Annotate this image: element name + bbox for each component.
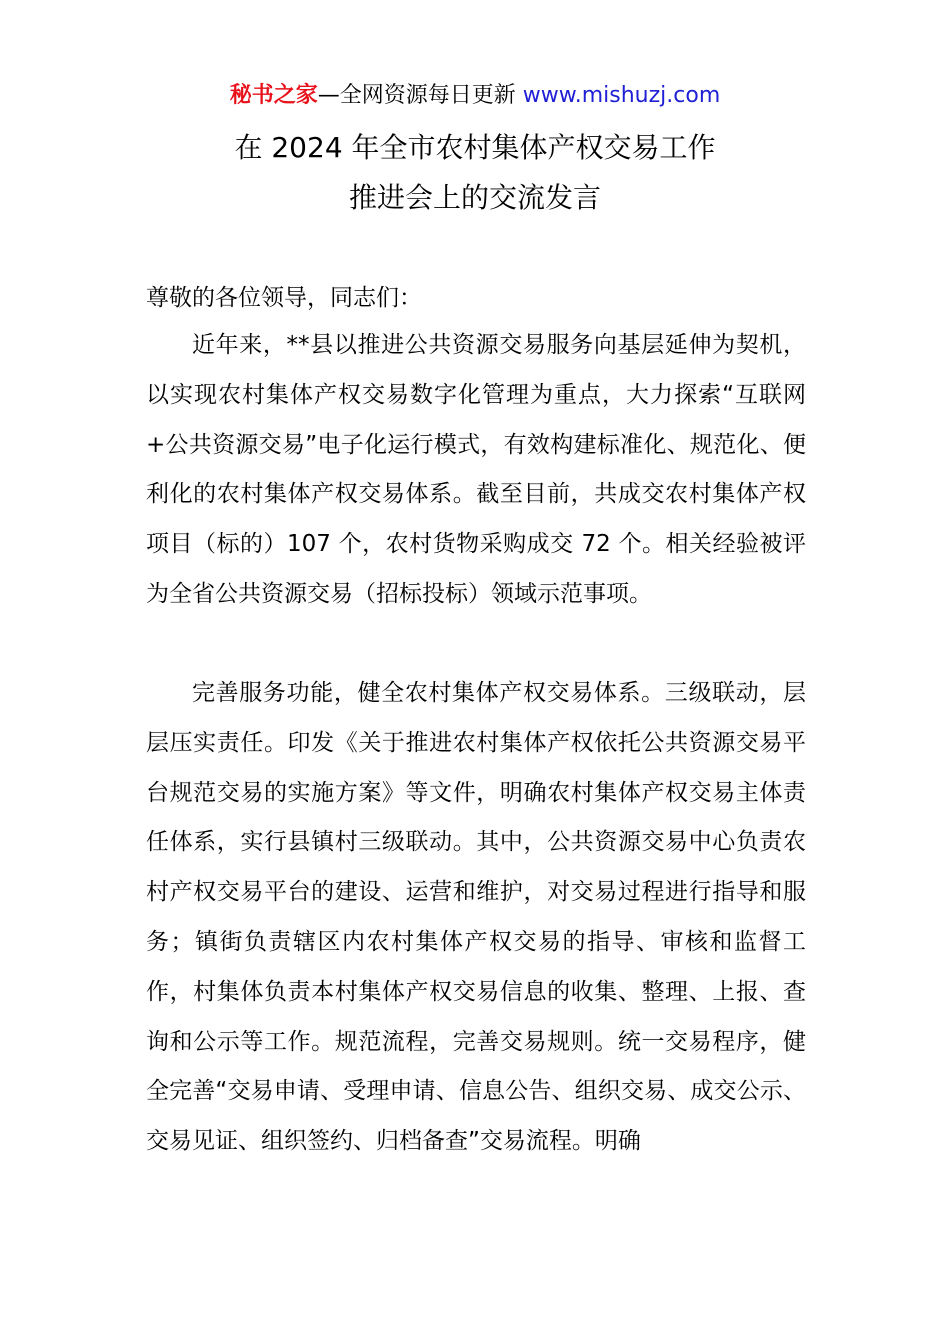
document-title-line-1: 在 2024 年全市农村集体产权交易工作 [234,131,716,164]
body-paragraph-2: 完善服务功能，健全农村集体产权交易体系。三级联动，层层压实责任。印发《关于推进农村集体产权依托公共资源交易平台规范交易的实施方案》等文件，明确农村集体产权交易主体责任体系，实行县镇村三级联动。其中，公共资源交易中心负责农村产权交易平台的建设、运营和维护，对交易过程进行指导和服务；镇街负责辖区内农村集体产权交易的指导、审核和监督工作，村集体负责本村集体产权交易信息的收集、整理、上报、查询和公示等工作。规范流程，完善交易规则。统一交易程序，健全完善“交易申请、受理申请、信息公告、组织交易、成交公示、交易见证、组织签约、归档备查”交易流程。明确 [146,680,806,1155]
body-paragraph-1: 近年来，**县以推进公共资源交易服务向基层延伸为契机，以实现农村集体产权交易数字化管理为重点，大力探索“互联网+公共资源交易”电子化运行模式，有效构建标准化、规范化、便利化的农村集体产权交易体系。截至目前，共成交农村集体产权项目（标的）107 个，农村货物采购成交 72 个。相关经验被评为全省公共资源交易（招标投标）领域示范事项。 [146,332,806,607]
salutation: 尊敬的各位领导，同志们： [146,285,422,311]
brand-name: 秘书之家 [229,83,318,108]
page-header [0,80,950,112]
document-title-line-2: 推进会上的交流发言 [348,181,601,214]
site-url-link[interactable]: www.mishuzj.com [522,83,721,108]
header-tagline: —全网资源每日更新 [317,83,523,108]
